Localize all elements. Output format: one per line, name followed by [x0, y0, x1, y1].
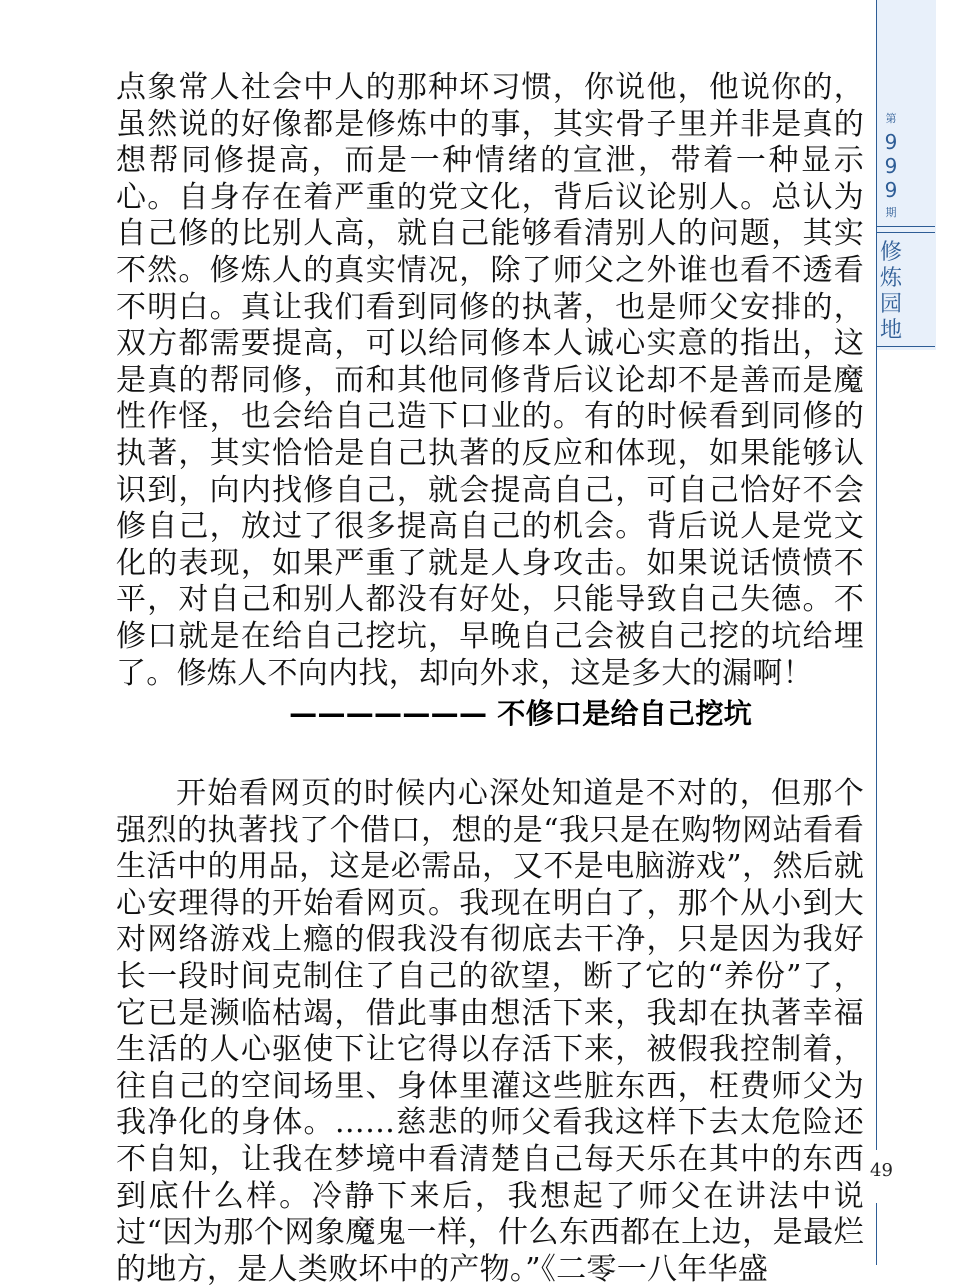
section-title-char: 修 [880, 240, 903, 265]
issue-digit: 9 [884, 130, 898, 154]
sidebar-rule [877, 226, 935, 227]
issue-digit: 9 [884, 178, 898, 202]
page-number: 49 [870, 1160, 893, 1181]
sidebar-divider-bottom [876, 1203, 877, 1265]
paragraph-1: 点象常人社会中人的那种坏习惯，你说他，他说你的，虽然说的好像都是修炼中的事，其实骨子里并非是真的想帮同修提高，而是一种情绪的宣泄，带着一种显示心。自身存在着严重的党文化，背后议论别人。总认为自己修的比别人高，就自己能够看清别人的问题，其实不然。修炼人的真实情况，除了师父之外谁也看不透看不明白。真让我们看到同修的执著，也是师父安排的，双方都需要提高，可以给同修本人诚心实意的指出，这是真的帮同修，而和其他同修背后议论却不是善而是魔性作怪，也会给自己造下口业的。有的时候看到同修的执著，其实恰恰是自己执著的反应和体现，如果能够认识到，向内找修自己，就会提高自己，可自己恰好不会修自己，放过了很多提高自己的机会。背后说人是党文化的表现，如果严重了就是人身攻击。如果说话愤愤不平，对自己和别人都没有好处，只能导致自己失德。不修口就是在给自己挖坑，早晚自己会被自己挖的坑给埋了。修炼人不向内找，却向外求，这是多大的漏啊！ [116, 70, 864, 691]
section-title [880, 240, 902, 344]
issue-digit: 9 [884, 154, 898, 178]
article-body [116, 70, 864, 1288]
article-signature: ——————— 不修口是给自己挖坑 [289, 697, 752, 731]
issue-suffix: 期 [885, 206, 897, 219]
paragraph-2: 开始看网页的时候内心深处知道是不对的，但那个强烈的执著找了个借口，想的是“我只是在购物网站看看生活中的用品，这是必需品，又不是电脑游戏”，然后就心安理得的开始看网页。我现在明白了，那个从小到大对网络游戏上瘾的假我没有彻底去干净，只是因为我好长一段时间克制住了自己的欲望，断了它的“养份”了，它已是濒临枯竭，借此事由想活下来，我却在执著幸福生活的人心驱使下让它得以存活下来，被假我控制着，往自己的空间场里、身体里灌这些脏东西，枉费师父为我净化的身体。……慈悲的师父看我这样下去太危险还不自知，让我在梦境中看清楚自己每天乐在其中的东西到底什么样。冷静下来后，我想起了师父在讲法中说过“因为那个网象魔鬼一样，什么东西都在上边，是最烂的地方，是人类败坏中的产物。”《二零一八年华盛 [116, 776, 864, 1287]
section-title-char: 地 [880, 318, 903, 343]
section-title-char: 园 [880, 292, 903, 317]
issue-prefix: 第 [885, 112, 897, 125]
paragraph-gap [116, 734, 864, 776]
sidebar-rule [877, 232, 935, 233]
sidebar-rule [877, 346, 935, 347]
section-title-char: 炼 [880, 266, 903, 291]
